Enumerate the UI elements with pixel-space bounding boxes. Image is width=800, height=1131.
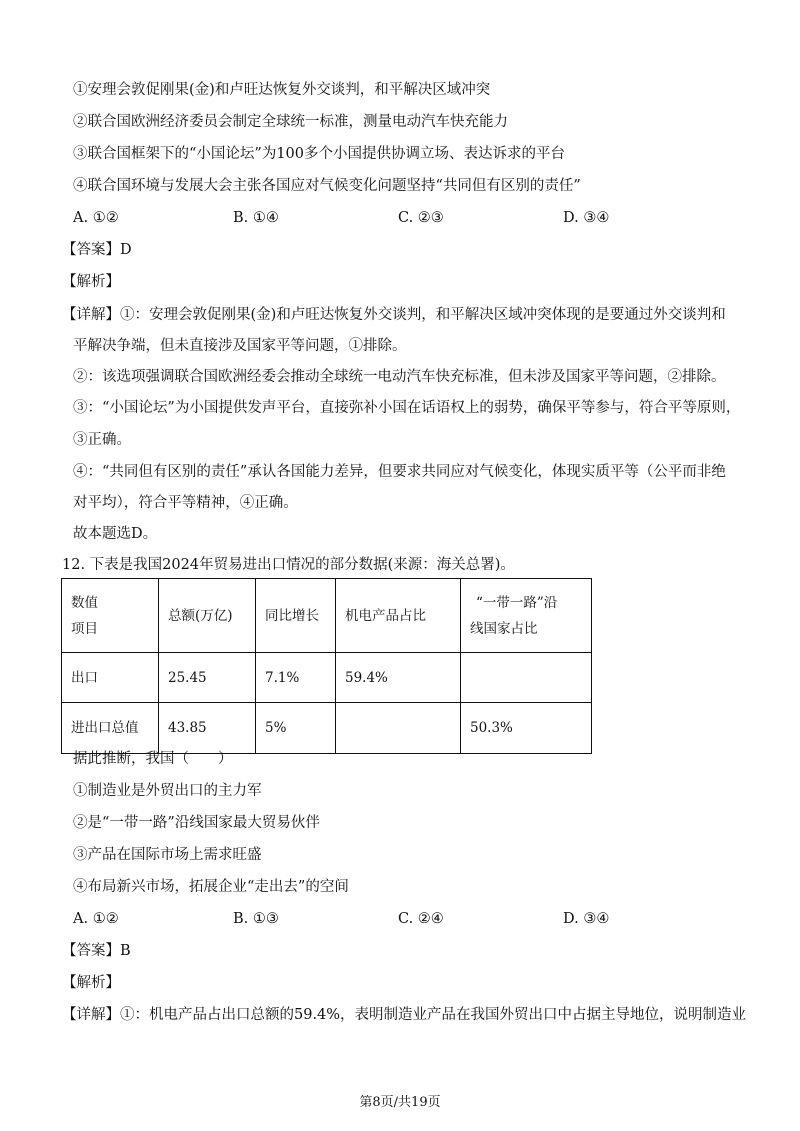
q12-item-3: ③产品在国际市场上需求旺盛 — [73, 847, 262, 863]
q11-detail-line-5: ③正确。 — [73, 432, 131, 448]
q11-detail-line-2: 平解决争端，但未直接涉及国家平等问题，①排除。 — [73, 338, 407, 354]
q11-option-b: B. ①④ — [233, 210, 279, 226]
table-corner-cell — [62, 579, 159, 653]
row-export-total: 25.45 — [159, 653, 256, 703]
q11-item-2: ②联合国欧洲经济委员会制定全球统一标准，测量电动汽车快充能力 — [73, 114, 508, 130]
row-export-electromech: 59.4% — [336, 653, 461, 703]
q11-item-4: ④联合国环境与发展大会主张各国应对气候变化问题坚持“共同但有区别的责任” — [73, 178, 581, 194]
q12-option-b: B. ①③ — [233, 911, 279, 927]
q12-item-4: ④布局新兴市场，拓展企业“走出去”的空间 — [73, 879, 349, 895]
q11-detail-line-3: ②：该选项强调联合国欧洲经委会推动全球统一电动汽车快充标准，但未涉及国家平等问题，②排除。 — [73, 369, 726, 385]
table-row — [62, 653, 592, 703]
q11-detail-line-1: 【详解】①：安理会敦促刚果(金)和卢旺达恢复外交谈判，和平解决区域冲突体现的是要通过外交谈判和 — [62, 307, 726, 323]
page-number-footer: 第8页/共19页 — [359, 1095, 441, 1110]
row-total-growth: 5% — [256, 703, 336, 754]
header-belt-road-line-2: 线国家占比 — [470, 620, 538, 637]
trade-data-table — [61, 578, 592, 754]
q12-answer: 【答案】B — [62, 943, 131, 959]
row-total-electromech — [336, 703, 461, 754]
q11-detail-line-7: 对平均），符合平等精神，④正确。 — [73, 495, 298, 511]
row-export-growth: 7.1% — [256, 653, 336, 703]
q12-item-2: ②是“一带一路”沿线国家最大贸易伙伴 — [73, 815, 320, 831]
row-export-label: 出口 — [62, 653, 159, 703]
q12-option-a: A. ①② — [73, 911, 119, 927]
row-total-belt-road: 50.3% — [461, 703, 592, 754]
corner-label-value: 数值 — [71, 594, 98, 611]
q12-analysis-label: 【解析】 — [62, 975, 120, 991]
table-row — [62, 703, 592, 754]
header-belt-road-share — [461, 579, 592, 653]
header-electromech-share: 机电产品占比 — [336, 579, 461, 653]
header-belt-road-line-1: “一带一路”沿 — [476, 594, 558, 611]
q12-prompt: 据此推断，我国（ ） — [73, 751, 233, 767]
q12-option-d: D. ③④ — [563, 911, 610, 927]
row-total-total: 43.85 — [159, 703, 256, 754]
q11-detail-line-6: ④：“共同但有区别的责任”承认各国能力差异，但要求共同应对气候变化，体现实质平等（公平而非绝 — [73, 464, 726, 480]
q11-item-1: ①安理会敦促刚果(金)和卢旺达恢复外交谈判，和平解决区域冲突 — [73, 82, 491, 98]
q12-item-1: ①制造业是外贸出口的主力军 — [73, 783, 262, 799]
table-header-row — [62, 579, 592, 653]
q12-stem: 12. 下表是我国2024年贸易进出口情况的部分数据(来源：海关总署)。 — [62, 557, 515, 573]
header-total: 总额(万亿) — [159, 579, 256, 653]
corner-label-item: 项目 — [71, 620, 98, 637]
q11-item-3: ③联合国框架下的“小国论坛”为100多个小国提供协调立场、表达诉求的平台 — [73, 146, 565, 162]
q11-analysis-label: 【解析】 — [62, 274, 120, 290]
row-export-belt-road — [461, 653, 592, 703]
q11-option-c: C. ②③ — [398, 210, 444, 226]
q11-option-d: D. ③④ — [563, 210, 610, 226]
header-growth: 同比增长 — [256, 579, 336, 653]
row-total-label: 进出口总值 — [62, 703, 159, 754]
q11-conclusion: 故本题选D。 — [73, 526, 158, 542]
q11-detail-line-4: ③：“小国论坛”为小国提供发声平台，直接弥补小国在话语权上的弱势，确保平等参与，符合平等原则， — [73, 400, 741, 416]
q11-option-a: A. ①② — [73, 210, 119, 226]
q11-answer: 【答案】D — [62, 242, 132, 258]
q12-detail-line-1: 【详解】①：机电产品占出口总额的59.4%，表明制造业产品在我国外贸出口中占据主导地位，说明制造业 — [62, 1007, 747, 1023]
q12-option-c: C. ②④ — [398, 911, 444, 927]
